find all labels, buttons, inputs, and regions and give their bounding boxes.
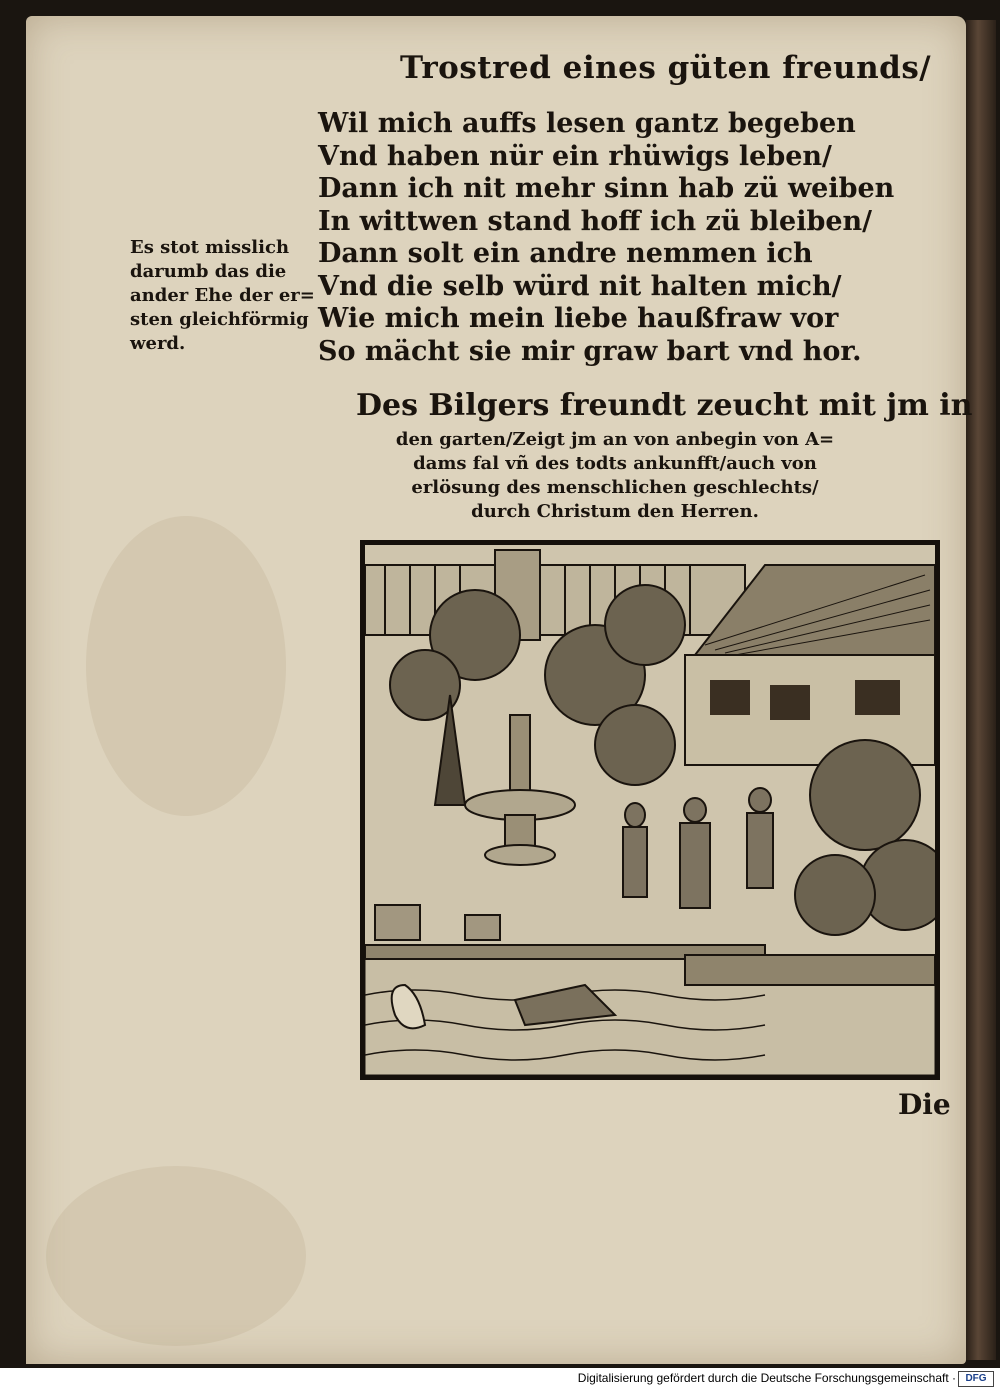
verse-block [318,108,894,368]
marginal-note-line: ander Ehe der er= [130,285,315,306]
verse-line: In wittwen stand hoff ich zü bleiben/ [318,205,873,237]
caption-line: erlösung des menschlichen geschlechts/ [411,477,819,498]
dfg-logo-icon: DFG [958,1371,994,1387]
woodcut-illustration [360,540,940,1080]
marginal-note-line: Es stot misslich [130,237,290,258]
book-edge [966,20,996,1360]
caption-line: dams fal vñ des todts ankunfft/auch von [413,453,817,474]
catchword: Die [898,1088,951,1121]
marginal-note-line: sten gleichförmig [130,309,309,330]
funding-credit: Digitalisierung gefördert durch die Deutsche Forschungsgemeinschaft · [577,1371,956,1385]
paper-stain [86,516,286,816]
verse-line: Dann solt ein andre nemmen ich [318,238,813,269]
verse-line: So mächt sie mir graw bart vnd hor. [318,335,862,367]
caption-title: Des Bilgers freundt zeucht mit jm in [356,388,973,423]
footer-bar [0,1368,1000,1389]
garden-scene-image [365,545,935,1075]
verse-line: Vnd haben nür ein rhüwigs leben/ [318,140,832,172]
verse-line: Wie mich mein liebe haußfraw vor [318,303,839,334]
verse-line: Dann ich nit mehr sinn hab zü weiben [318,173,895,204]
page-heading: Trostred eines güten freunds/ [400,50,932,86]
caption-text [375,428,855,524]
verse-line: Wil mich auffs lesen gantz begeben [318,108,856,139]
marginal-note-line: werd. [130,333,186,354]
marginal-note-line: darumb das die [130,261,287,282]
verse-line: Vnd die selb würd nit halten mich/ [318,270,842,302]
marginal-note [130,236,315,356]
caption-line: den garten/Zeigt jm an von anbegin von A= [395,429,835,450]
paper-stain [46,1166,306,1346]
caption-line: durch Christum den Herren. [471,501,759,522]
